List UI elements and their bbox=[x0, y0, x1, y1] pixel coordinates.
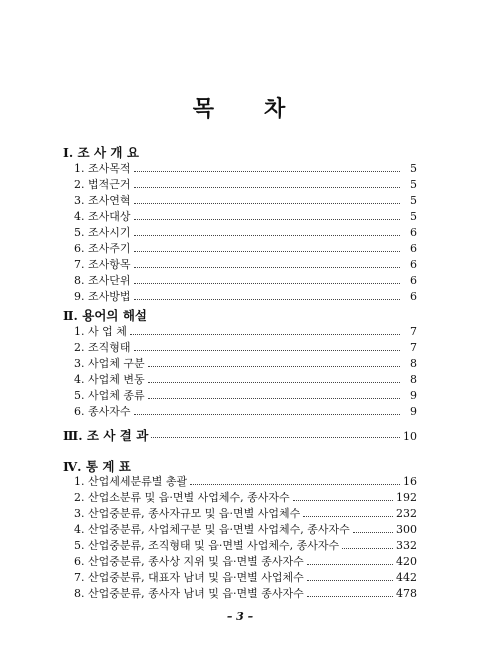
toc-entry[interactable] bbox=[74, 256, 417, 272]
entry-label: 8. 산업중분류, 종사자 남녀 및 읍·면별 종사자수 bbox=[74, 587, 304, 600]
entry-page: 8 bbox=[410, 373, 417, 386]
entry-page: 7 bbox=[410, 341, 417, 354]
leader-dots bbox=[151, 436, 400, 438]
entry-label: 1. 조사목적 bbox=[74, 162, 131, 175]
leader-dots bbox=[134, 218, 401, 220]
section-heading-4: Ⅳ. 통 계 표 bbox=[63, 459, 131, 474]
entry-page: 10 bbox=[403, 430, 417, 443]
title-char-2: 차 bbox=[264, 96, 288, 122]
leader-dots bbox=[190, 483, 400, 485]
leader-dots bbox=[307, 595, 393, 597]
toc-entry[interactable] bbox=[74, 323, 417, 339]
entry-page: 478 bbox=[396, 587, 417, 600]
toc-section-entry[interactable] bbox=[63, 426, 417, 442]
entry-label: 7. 산업중분류, 대표자 남녀 및 읍·면별 사업체수 bbox=[74, 571, 304, 584]
toc-entry[interactable] bbox=[74, 208, 417, 224]
page-number-footer: – 3 – bbox=[226, 610, 254, 623]
entry-page: 5 bbox=[410, 194, 417, 207]
entry-label: 5. 산업중분류, 조직형태 및 읍·면별 사업체수, 종사자수 bbox=[74, 539, 340, 552]
toc-entry[interactable] bbox=[74, 272, 417, 288]
toc-entry[interactable] bbox=[74, 537, 417, 553]
toc-entry[interactable] bbox=[74, 240, 417, 256]
leader-dots bbox=[134, 413, 401, 415]
leader-dots bbox=[134, 170, 401, 172]
toc-entry[interactable] bbox=[74, 160, 417, 176]
entry-label: 6. 산업중분류, 종사상 지위 및 읍·면별 종사자수 bbox=[74, 555, 304, 568]
entry-label: 3. 사업체 구분 bbox=[74, 357, 145, 370]
entry-label: 1. 사 업 체 bbox=[74, 325, 127, 338]
leader-dots bbox=[134, 349, 401, 351]
entry-page: 332 bbox=[396, 539, 417, 552]
toc-entry[interactable] bbox=[74, 473, 417, 489]
leader-dots bbox=[342, 547, 393, 549]
toc-entry[interactable] bbox=[74, 403, 417, 419]
leader-dots bbox=[134, 298, 401, 300]
leader-dots bbox=[134, 250, 401, 252]
entry-label: 4. 사업체 변동 bbox=[74, 373, 145, 386]
toc-entry[interactable] bbox=[74, 355, 417, 371]
toc-entry[interactable] bbox=[74, 505, 417, 521]
entry-label: 4. 산업중분류, 사업체구분 및 읍·면별 사업체수, 종사자수 bbox=[74, 523, 350, 536]
leader-dots bbox=[134, 266, 401, 268]
entry-label: 2. 조직형태 bbox=[74, 341, 131, 354]
entry-page: 442 bbox=[396, 571, 417, 584]
section-heading-3: Ⅲ. 조 사 결 과 bbox=[63, 428, 149, 443]
entry-page: 420 bbox=[396, 555, 417, 568]
leader-dots bbox=[130, 333, 400, 335]
toc-entry[interactable] bbox=[74, 288, 417, 304]
leader-dots bbox=[134, 234, 401, 236]
leader-dots bbox=[134, 202, 401, 204]
entry-label: 8. 조사단위 bbox=[74, 274, 131, 287]
leader-dots bbox=[134, 186, 401, 188]
toc-entry[interactable] bbox=[74, 176, 417, 192]
toc-entry[interactable] bbox=[74, 521, 417, 537]
leader-dots bbox=[307, 563, 393, 565]
section-heading-2: Ⅱ. 용어의 해설 bbox=[63, 308, 147, 323]
entry-page: 192 bbox=[396, 491, 417, 504]
leader-dots bbox=[293, 499, 393, 501]
entry-page: 8 bbox=[410, 357, 417, 370]
leader-dots bbox=[148, 381, 400, 383]
leader-dots bbox=[134, 282, 401, 284]
entry-label: 3. 산업중분류, 종사자규모 및 읍·면별 사업체수 bbox=[74, 507, 301, 520]
entry-page: 5 bbox=[410, 178, 417, 191]
entry-label: 6. 종사자수 bbox=[74, 405, 131, 418]
toc-entry[interactable] bbox=[74, 553, 417, 569]
entry-page: 5 bbox=[410, 162, 417, 175]
entry-label: 1. 산업세세분류별 총괄 bbox=[74, 475, 188, 488]
entry-label: 2. 법적근거 bbox=[74, 178, 131, 191]
entry-page: 5 bbox=[410, 210, 417, 223]
toc-entry[interactable] bbox=[74, 371, 417, 387]
entry-label: 6. 조사주기 bbox=[74, 242, 131, 255]
toc-entry[interactable] bbox=[74, 192, 417, 208]
entry-page: 7 bbox=[410, 325, 417, 338]
entry-label: 5. 사업체 종류 bbox=[74, 389, 145, 402]
section-heading-1: Ⅰ. 조 사 개 요 bbox=[63, 145, 139, 160]
entry-page: 9 bbox=[410, 405, 417, 418]
leader-dots bbox=[353, 531, 393, 533]
entry-label: 3. 조사연혁 bbox=[74, 194, 131, 207]
toc-entry[interactable] bbox=[74, 387, 417, 403]
entry-label: 4. 조사대상 bbox=[74, 210, 131, 223]
entry-page: 6 bbox=[410, 274, 417, 287]
toc-entry[interactable] bbox=[74, 489, 417, 505]
toc-entry[interactable] bbox=[74, 224, 417, 240]
entry-page: 300 bbox=[396, 523, 417, 536]
entry-label: 7. 조사항목 bbox=[74, 258, 131, 271]
entry-page: 6 bbox=[410, 242, 417, 255]
toc-entry[interactable] bbox=[74, 339, 417, 355]
leader-dots bbox=[148, 365, 400, 367]
entry-label: 2. 산업소분류 및 읍·면별 사업체수, 종사자수 bbox=[74, 491, 290, 504]
entry-page: 16 bbox=[403, 475, 417, 488]
entry-label: 9. 조사방법 bbox=[74, 290, 131, 303]
leader-dots bbox=[307, 579, 393, 581]
entry-label: 5. 조사시기 bbox=[74, 226, 131, 239]
entry-page: 6 bbox=[410, 226, 417, 239]
entry-page: 9 bbox=[410, 389, 417, 402]
leader-dots bbox=[303, 515, 393, 517]
entry-page: 6 bbox=[410, 258, 417, 271]
toc-entry[interactable] bbox=[74, 585, 417, 601]
title-char-1: 목 bbox=[192, 96, 216, 122]
entry-page: 232 bbox=[396, 507, 417, 520]
entry-page: 6 bbox=[410, 290, 417, 303]
leader-dots bbox=[148, 397, 400, 399]
page-title bbox=[0, 92, 480, 123]
toc-entry[interactable] bbox=[74, 569, 417, 585]
